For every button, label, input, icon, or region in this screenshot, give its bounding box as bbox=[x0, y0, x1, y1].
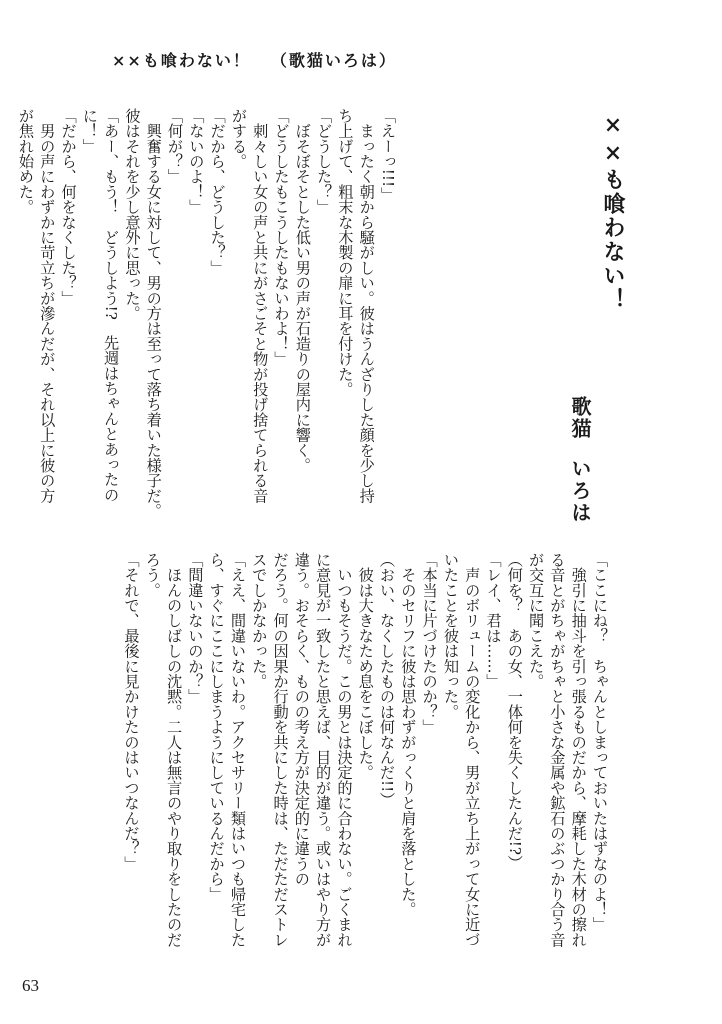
text-line: スでしかなかった。 bbox=[250, 552, 269, 689]
text-line: 刺々しい女の声と共にがさごそと物が投げ捨てられる音 bbox=[251, 108, 270, 504]
text-line: だろう。何の因果か行動を共にした時は、ただただストレ bbox=[271, 552, 290, 948]
text-line: 男の声にわずかに苛立ちが滲んだが、それ以上に彼の方 bbox=[38, 108, 57, 504]
text-line: 「どうしたもこうしたもないわよ！」 bbox=[272, 108, 291, 367]
text-line: 「それで、最後に見かけたのはいつなんだ？」 bbox=[122, 552, 141, 872]
text-line: が交互に聞こえた。 bbox=[527, 552, 546, 689]
text-line: る音とがちゃがちゃと小さな金属や鉱石のぶつかり合う音 bbox=[548, 552, 567, 948]
text-line: 「何が？」 bbox=[166, 108, 185, 184]
text-line: 「ええ、間違いないわ。アクセサリー類はいつも帰宅した bbox=[228, 552, 247, 948]
text-line: が焦れ始めた。 bbox=[16, 108, 35, 215]
text-line: 彼はそれを少し意外に思った。 bbox=[123, 108, 142, 321]
page-number: 63 bbox=[22, 976, 39, 995]
text-line: ぼそぼそとした低い男の声が石造りの屋内に響く。 bbox=[293, 108, 312, 473]
text-line: 「レイ、君は……」 bbox=[484, 552, 503, 689]
running-header-title: ××も喰わない！ bbox=[112, 51, 251, 70]
text-line: に！」 bbox=[80, 108, 99, 154]
text-line: ほんのしばしの沈黙。二人は無言のやり取りをしたのだ bbox=[165, 552, 184, 948]
running-header bbox=[112, 48, 397, 71]
text-line: 「間違いないのか？」 bbox=[186, 552, 205, 704]
text-line: 「ないのよ！」 bbox=[187, 108, 206, 215]
text-line: がする。 bbox=[229, 108, 248, 169]
text-line: いつもそうだ。この男とは決定的に合わない。ごくまれ bbox=[335, 552, 354, 948]
text-line: まったく朝から騒がしい。彼はうんざりした顔を少し持 bbox=[357, 108, 376, 504]
text-line: いたことを彼は知った。 bbox=[441, 552, 460, 720]
text-line: 「だから、どうした？」 bbox=[208, 108, 227, 276]
text-line: そのセリフに彼は思わずがっくりと肩を落とした。 bbox=[399, 552, 418, 917]
text-line: 興奮する女に対して、男の方は至って落ち着いた様子だ。 bbox=[144, 108, 163, 519]
text-line: 「ここにね？ ちゃんとしまっておいたはずなのよ！」 bbox=[591, 552, 609, 932]
text-line: 「えーっ!!!」 bbox=[379, 108, 397, 203]
author-surname: 歌猫 bbox=[568, 396, 592, 440]
body-text-lower bbox=[120, 552, 610, 962]
text-line: ろう。 bbox=[143, 552, 162, 598]
text-line: 違う。おそらく、ものの考え方が決定的に違うの bbox=[292, 552, 311, 887]
text-line: 「だから、何をなくした？」 bbox=[59, 108, 78, 306]
text-line: ち上げて、粗末な木製の扉に耳を付けた。 bbox=[336, 108, 355, 397]
body-text-upper bbox=[15, 108, 398, 518]
text-line: 「あー、もう！ どうしよう!? 先週はちゃんとあったの bbox=[102, 108, 121, 503]
text-line: （何を？ あの女、一体何を失くしたんだ!?） bbox=[505, 552, 524, 871]
text-line: 声のボリュームの変化から、男が立ち上がって女に近づ bbox=[463, 552, 482, 948]
running-header-author: （歌猫いろは） bbox=[270, 51, 397, 70]
story-title: ××も喰わない！ bbox=[600, 112, 626, 312]
text-line: 「本当に片づけたのか？」 bbox=[420, 552, 439, 735]
text-line: に意見が一致したと思えば、目的が違う。或いはやり方が bbox=[314, 552, 333, 948]
text-line: 彼は大きなため息をこぼした。 bbox=[356, 552, 375, 780]
text-line: （おい、なくしたものは何なんだ!!） bbox=[378, 552, 397, 808]
text-line: 「どうした？」 bbox=[315, 108, 334, 215]
story-author bbox=[566, 396, 594, 524]
author-given-name: いろは bbox=[568, 458, 592, 524]
text-line: 強引に抽斗を引っ張るものだから、摩耗した木材の擦れ bbox=[569, 552, 588, 948]
text-line: ら、すぐにここにしまうようにしているんだから」 bbox=[207, 552, 226, 902]
